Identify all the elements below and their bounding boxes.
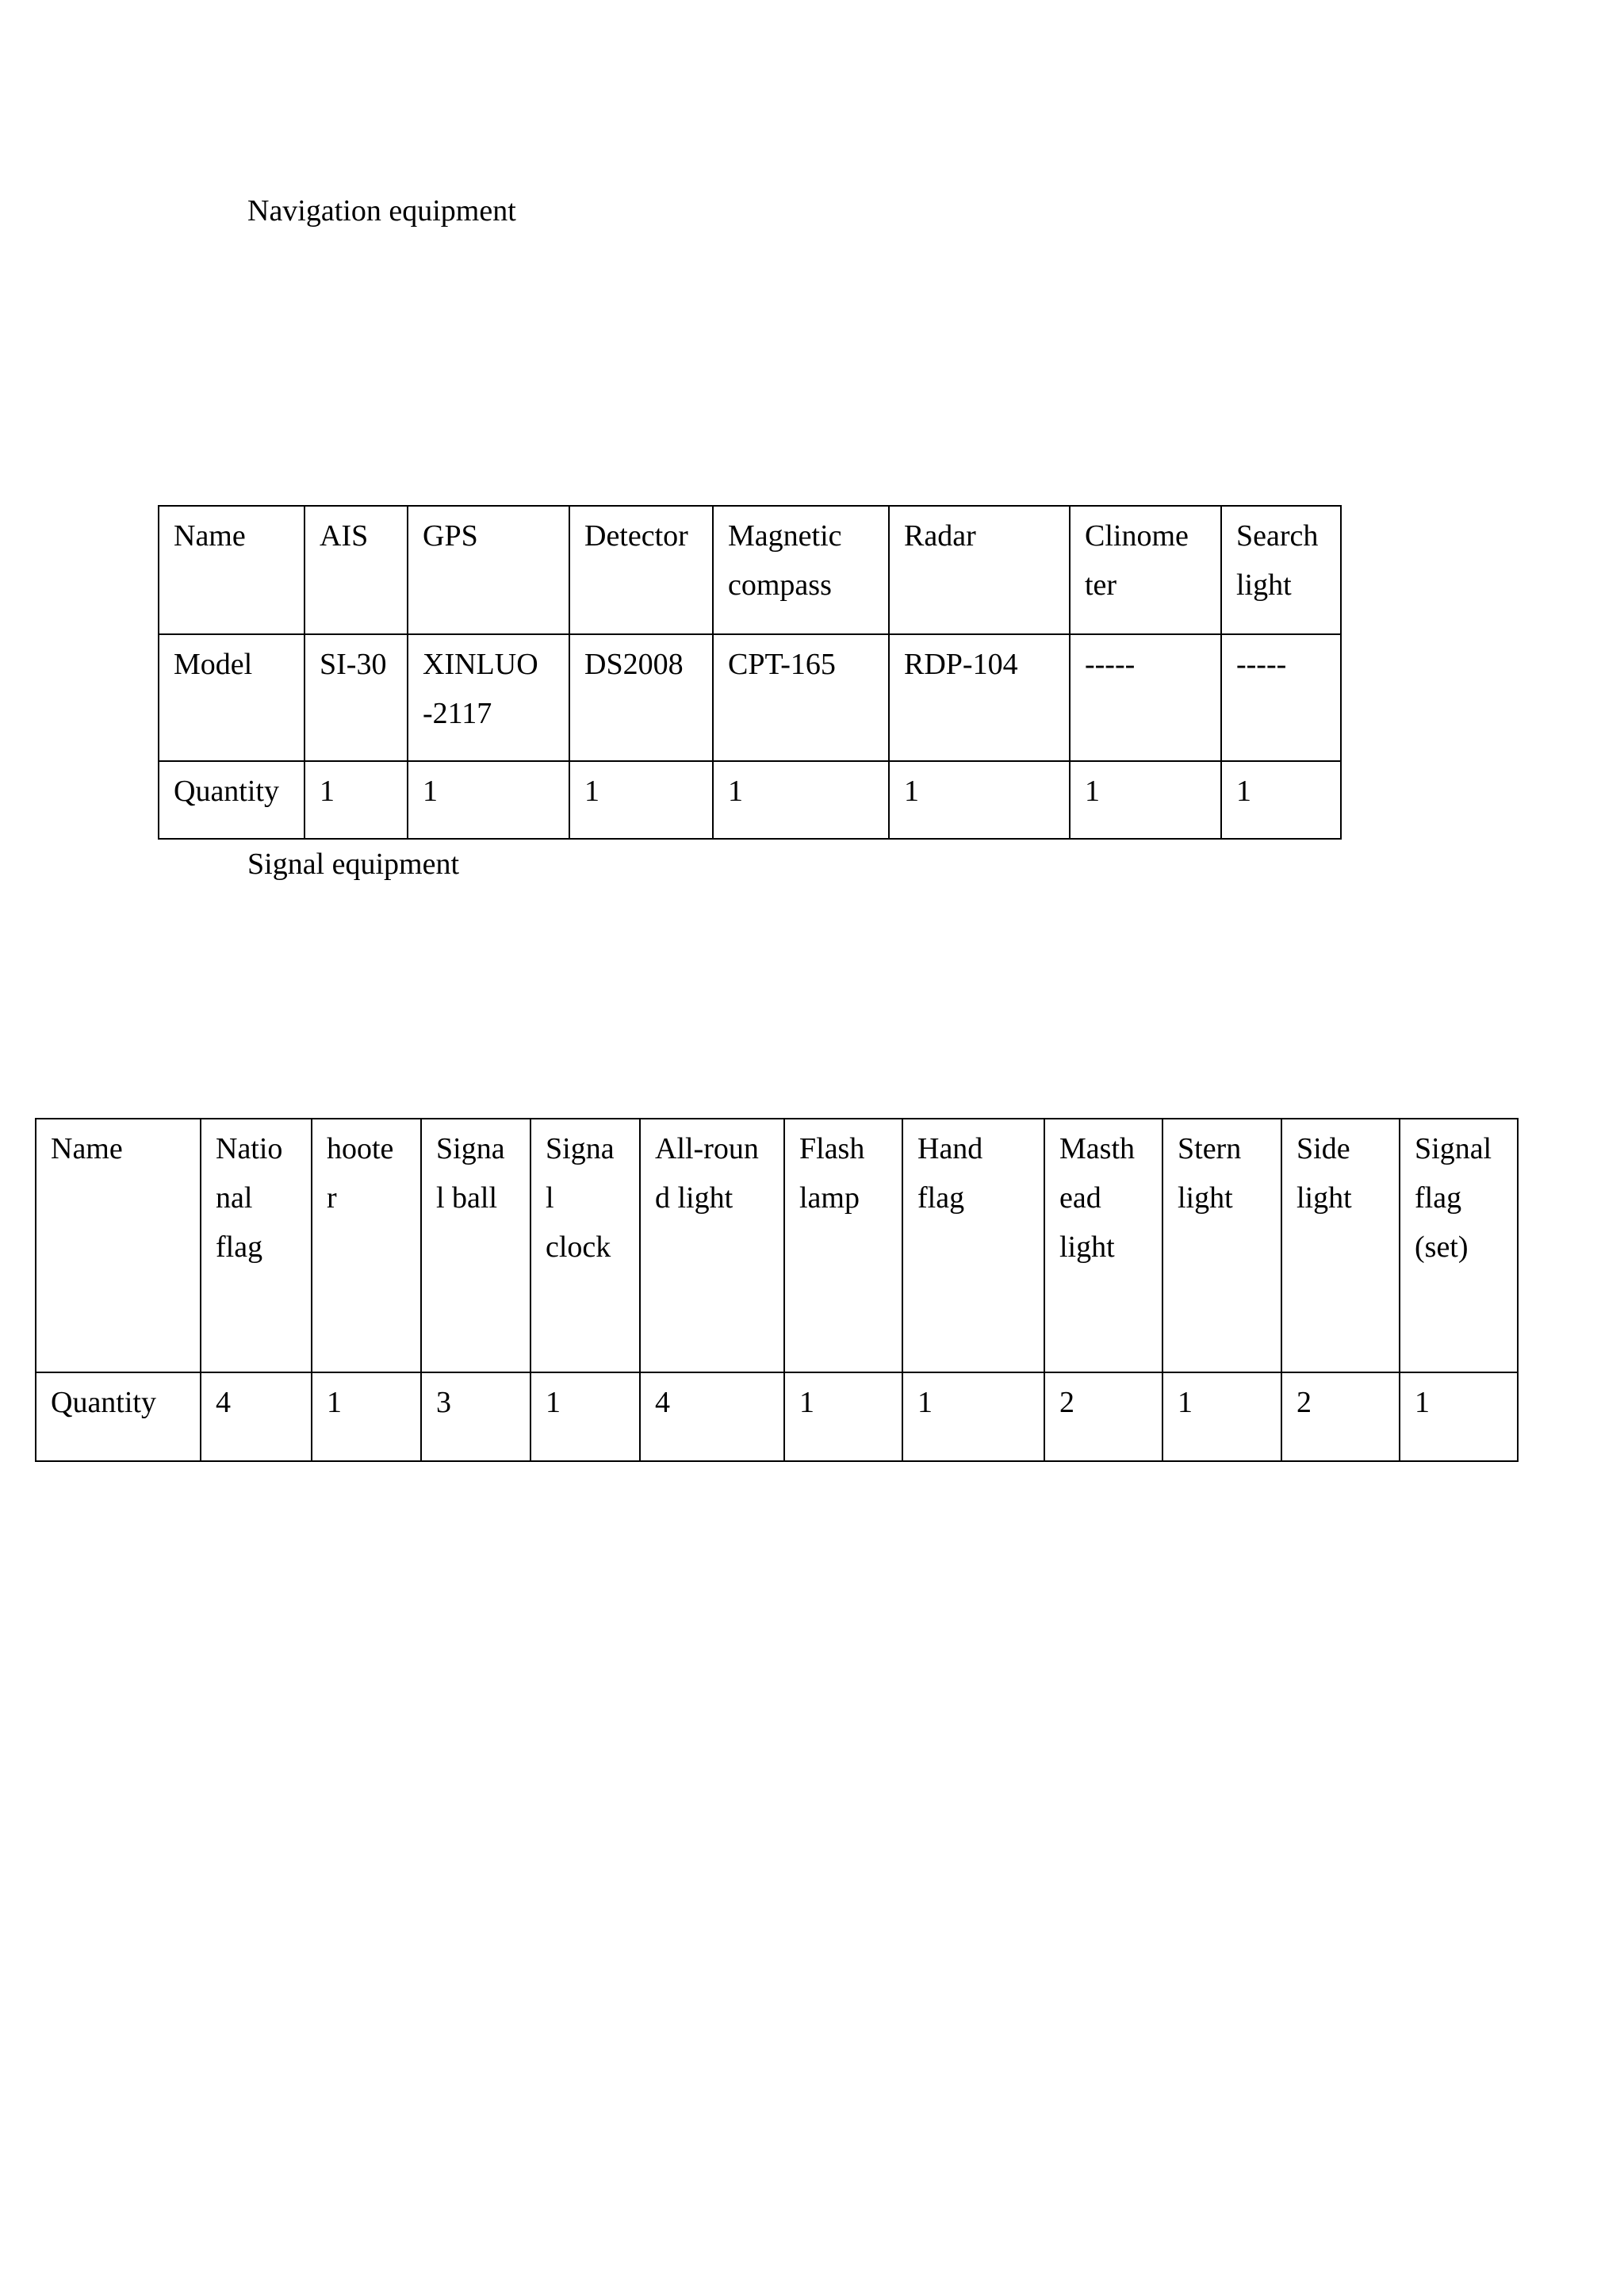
table-cell: 3 — [421, 1372, 530, 1461]
table-cell: Natio nal flag — [201, 1119, 312, 1372]
table-cell: DS2008 — [569, 634, 713, 761]
row-header: Name — [36, 1119, 201, 1372]
table-cell: 4 — [640, 1372, 784, 1461]
table-cell: Clinome ter — [1070, 506, 1221, 634]
table-cell: Search light — [1221, 506, 1341, 634]
table-cell: XINLUO -2117 — [408, 634, 569, 761]
table-cell: Signa l ball — [421, 1119, 530, 1372]
table-cell: 1 — [408, 761, 569, 839]
table-row-quantity — [36, 1372, 1518, 1461]
row-header: Name — [159, 506, 304, 634]
table-cell: 1 — [530, 1372, 640, 1461]
signal-equipment-table — [35, 1118, 1519, 1462]
row-header: Quantity — [159, 761, 304, 839]
table-row-quantity — [159, 761, 1341, 839]
table-cell: ----- — [1221, 634, 1341, 761]
table-row-name — [36, 1119, 1518, 1372]
table-cell: ----- — [1070, 634, 1221, 761]
table-row-name — [159, 506, 1341, 634]
table-cell: 1 — [1070, 761, 1221, 839]
table-cell: 1 — [902, 1372, 1044, 1461]
table-cell: 1 — [569, 761, 713, 839]
table-cell: Detector — [569, 506, 713, 634]
navigation-equipment-heading: Navigation equipment — [247, 194, 516, 228]
table-cell: 1 — [1400, 1372, 1518, 1461]
table-cell: hoote r — [312, 1119, 421, 1372]
table-cell: 1 — [1221, 761, 1341, 839]
table-cell: All-roun d light — [640, 1119, 784, 1372]
table-cell: 4 — [201, 1372, 312, 1461]
signal-equipment-heading: Signal equipment — [247, 848, 460, 881]
table-cell: 1 — [713, 761, 889, 839]
table-row-model — [159, 634, 1341, 761]
table-cell: Stern light — [1162, 1119, 1281, 1372]
table-cell: 1 — [1162, 1372, 1281, 1461]
table-cell: Magnetic compass — [713, 506, 889, 634]
table-cell: 2 — [1044, 1372, 1162, 1461]
table-cell: GPS — [408, 506, 569, 634]
table-cell: Flash lamp — [784, 1119, 902, 1372]
table-cell: AIS — [304, 506, 408, 634]
table-cell: Signal flag (set) — [1400, 1119, 1518, 1372]
table-cell: Masth ead light — [1044, 1119, 1162, 1372]
table-cell: RDP-104 — [889, 634, 1070, 761]
table-cell: 2 — [1281, 1372, 1400, 1461]
row-header: Model — [159, 634, 304, 761]
navigation-equipment-table — [158, 505, 1342, 840]
table-cell: 1 — [784, 1372, 902, 1461]
row-header: Quantity — [36, 1372, 201, 1461]
table-cell: Signa l clock — [530, 1119, 640, 1372]
table-cell: Hand flag — [902, 1119, 1044, 1372]
table-cell: 1 — [889, 761, 1070, 839]
table-cell: SI-30 — [304, 634, 408, 761]
table-cell: Radar — [889, 506, 1070, 634]
table-cell: 1 — [312, 1372, 421, 1461]
table-cell: CPT-165 — [713, 634, 889, 761]
table-cell: Side light — [1281, 1119, 1400, 1372]
table-cell: 1 — [304, 761, 408, 839]
